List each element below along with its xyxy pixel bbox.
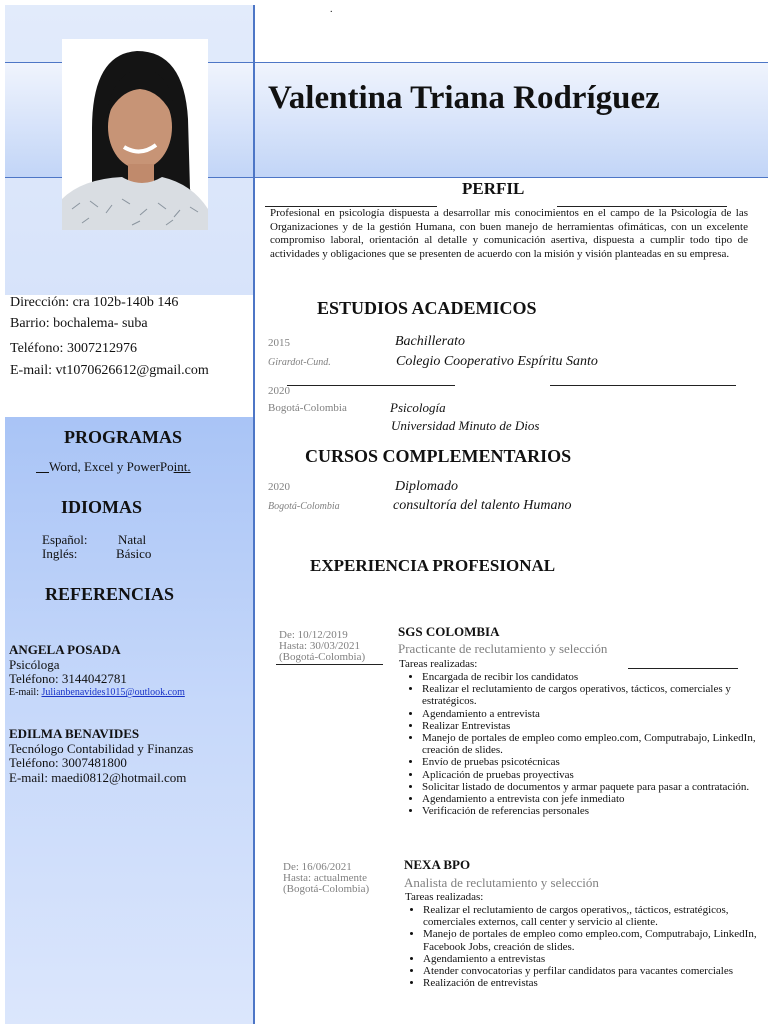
education-institution: Universidad Minuto de Dios — [391, 418, 540, 433]
education-place: Girardot-Cund. — [268, 357, 331, 368]
job-company: SGS COLOMBIA — [398, 624, 500, 639]
education-degree: Bachillerato — [395, 334, 465, 349]
course-place: Bogotá-Colombia — [268, 501, 340, 512]
education-title: ESTUDIOS ACADEMICOS — [317, 298, 537, 318]
reference-email: E-mail: maedi0812@hotmail.com — [9, 770, 187, 785]
education-place: Bogotá-Colombia — [268, 402, 347, 414]
candidate-name: Valentina Triana Rodríguez — [268, 80, 660, 116]
programs-title: PROGRAMAS — [64, 427, 182, 447]
task-item: • Realizar el reclutamiento de cargos operativos,, tácticos, estratégicos, comerciales externos, call center y servicio al cliente. — [423, 904, 768, 928]
programs-text-main: Word, Excel y PowerPo — [49, 459, 174, 474]
job-position: Practicante de reclutamiento y selección — [398, 641, 608, 656]
contact-address: Dirección: cra 102b-140b 146 — [10, 295, 179, 310]
languages-title: IDIOMAS — [61, 497, 143, 517]
language-name: Español: — [42, 532, 88, 547]
reference-email-line — [9, 687, 185, 698]
job-dates — [279, 630, 365, 663]
task-item: • Envío de pruebas psicotécnicas — [422, 756, 767, 768]
profile-title: PERFIL — [462, 179, 525, 198]
programs-text-end: int. — [173, 459, 191, 474]
task-item: • Aplicación de pruebas proyectivas — [422, 769, 767, 781]
divider — [628, 668, 738, 669]
task-item: • Realizar Entrevistas — [422, 720, 767, 732]
education-year: 2020 — [268, 385, 290, 397]
job-tasks-list — [399, 671, 767, 817]
task-item: • Manejo de portales de empleo como empleo.com, Computrabajo, LinkedIn, creación de slides. — [422, 732, 767, 756]
job-tasks-label: Tareas realizadas: — [405, 891, 484, 903]
education-degree: Psicología — [390, 400, 446, 415]
courses-title: CURSOS COMPLEMENTARIOS — [305, 446, 572, 466]
reference-email-link[interactable]: Julianbenavides1015@outlook.com — [41, 687, 185, 698]
job-tasks-label: Tareas realizadas: — [399, 658, 478, 670]
reference-role: Tecnólogo Contabilidad y Finanzas — [9, 741, 194, 756]
job-from: De: 10/12/2019 — [279, 629, 348, 641]
sidebar-divider — [253, 5, 255, 1024]
task-item: • Atender convocatorias y perfilar candidatos para vacantes comerciales — [423, 965, 768, 977]
task-item: • Agendamiento a entrevista con jefe inmediato — [422, 793, 767, 805]
divider — [287, 385, 455, 386]
task-item: • Agendamiento a entrevistas — [423, 953, 768, 965]
profile-photo — [62, 39, 208, 230]
programs-text — [36, 459, 191, 475]
reference-email-label: E-mail: — [9, 687, 42, 698]
course-topic: consultoría del talento Humano — [393, 498, 572, 513]
job-from: De: 16/06/2021 — [283, 861, 352, 873]
reference-name: ANGELA POSADA — [9, 642, 121, 657]
task-item: • Realización de entrevistas — [423, 977, 768, 989]
job-position: Analista de reclutamiento y selección — [404, 875, 599, 890]
language-level: Básico — [116, 546, 152, 561]
reference-phone: Teléfono: 3144042781 — [9, 671, 127, 686]
top-mark: . — [330, 4, 333, 15]
education-year: 2015 — [268, 337, 290, 349]
experience-title: EXPERIENCIA PROFESIONAL — [310, 556, 556, 575]
task-item: • Manejo de portales de empleo como empleo.com, Computrabajo, LinkedIn, Facebook Jobs, creación de slides. — [423, 928, 768, 952]
profile-text: Profesional en psicología dispuesta a desarrollar mis conocimientos en el campo de la Psicología de las Organizaciones y de la gestión Humana, con buen manejo de herramientas ofimáticas, con un excelente compromiso laboral, orientación al detalle y comunicación asertiva, dispuesta a cumplir todo tipo de actividades y obligaciones que se presenten de acuerdo con la misión y visión planteadas en su empresa. — [270, 207, 748, 260]
job-dates — [283, 862, 369, 895]
job-location: (Bogotá-Colombia) — [283, 883, 370, 895]
references-title: REFERENCIAS — [45, 584, 175, 604]
contact-neighborhood: Barrio: bochalema- suba — [10, 316, 148, 331]
task-item: • Verificación de referencias personales — [422, 805, 767, 817]
contact-email: E-mail: vt1070626612@gmail.com — [10, 363, 209, 378]
job-location: (Bogotá-Colombia) — [279, 651, 366, 663]
divider — [550, 385, 736, 386]
course-name: Diplomado — [395, 479, 458, 494]
job-to: Hasta: 30/03/2021 — [279, 640, 360, 652]
job-tasks-list — [400, 904, 768, 989]
contact-phone: Teléfono: 3007212976 — [10, 341, 137, 356]
reference-phone: Teléfono: 3007481800 — [9, 755, 127, 770]
reference-role: Psicóloga — [9, 657, 60, 672]
task-item: • Solicitar listado de documentos y armar paquete para pasar a contratación. — [422, 781, 767, 793]
reference-name: EDILMA BENAVIDES — [9, 726, 140, 741]
education-institution: Colegio Cooperativo Espíritu Santo — [396, 354, 598, 369]
job-company: NEXA BPO — [404, 857, 471, 872]
course-year: 2020 — [268, 481, 290, 493]
language-level: Natal — [118, 532, 147, 547]
language-name: Inglés: — [42, 546, 78, 561]
task-item: • Encargada de recibir los candidatos — [422, 671, 767, 683]
divider — [276, 664, 383, 665]
job-to: Hasta: actualmente — [283, 872, 367, 884]
task-item: • Agendamiento a entrevista — [422, 708, 767, 720]
task-item: • Realizar el reclutamiento de cargos operativos, tácticos, comerciales y estratégicos. — [422, 683, 767, 707]
